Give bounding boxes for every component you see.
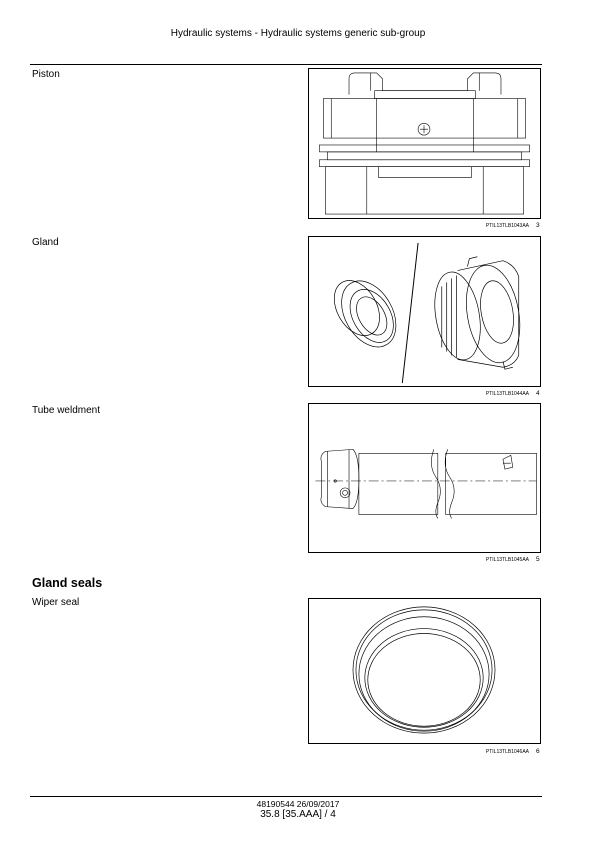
tube-weldment-figure-number: 5 [536, 556, 540, 563]
footer-document-id: 48190544 26/09/2017 [256, 799, 340, 809]
header-rule [30, 64, 542, 65]
piston-figure-number: 3 [536, 222, 540, 229]
wiper-seal-figure-caption: PTIL13TLB1046AA [485, 749, 529, 755]
gland-figure-number: 4 [536, 390, 540, 397]
gland-figure [308, 236, 541, 387]
piston-figure [308, 68, 541, 219]
tube-weldment-figure-caption: PTIL13TLB1045AA [485, 557, 529, 563]
tube-weldment-figure [308, 403, 541, 553]
gland-label: Gland [32, 237, 59, 248]
footer-rule [30, 796, 542, 797]
wiper-seal-drawing [309, 599, 540, 743]
wiper-seal-figure [308, 598, 541, 744]
gland-drawing [309, 237, 540, 386]
gland-figure-caption: PTIL13TLB1044AA [485, 391, 529, 397]
piston-drawing [309, 69, 540, 218]
wiper-seal-label: Wiper seal [32, 597, 80, 608]
gland-seals-heading: Gland seals [32, 576, 103, 590]
tube-weldment-label: Tube weldment [32, 405, 100, 416]
piston-figure-caption: PTIL13TLB1043AA [485, 223, 529, 229]
footer-page-number: 35.8 [35.AAA] / 4 [260, 809, 336, 820]
wiper-seal-figure-number: 6 [536, 748, 540, 755]
piston-label: Piston [32, 69, 60, 80]
tube-weldment-drawing [309, 404, 540, 552]
page-header-title: Hydraulic systems - Hydraulic systems generic sub-group [170, 28, 426, 39]
